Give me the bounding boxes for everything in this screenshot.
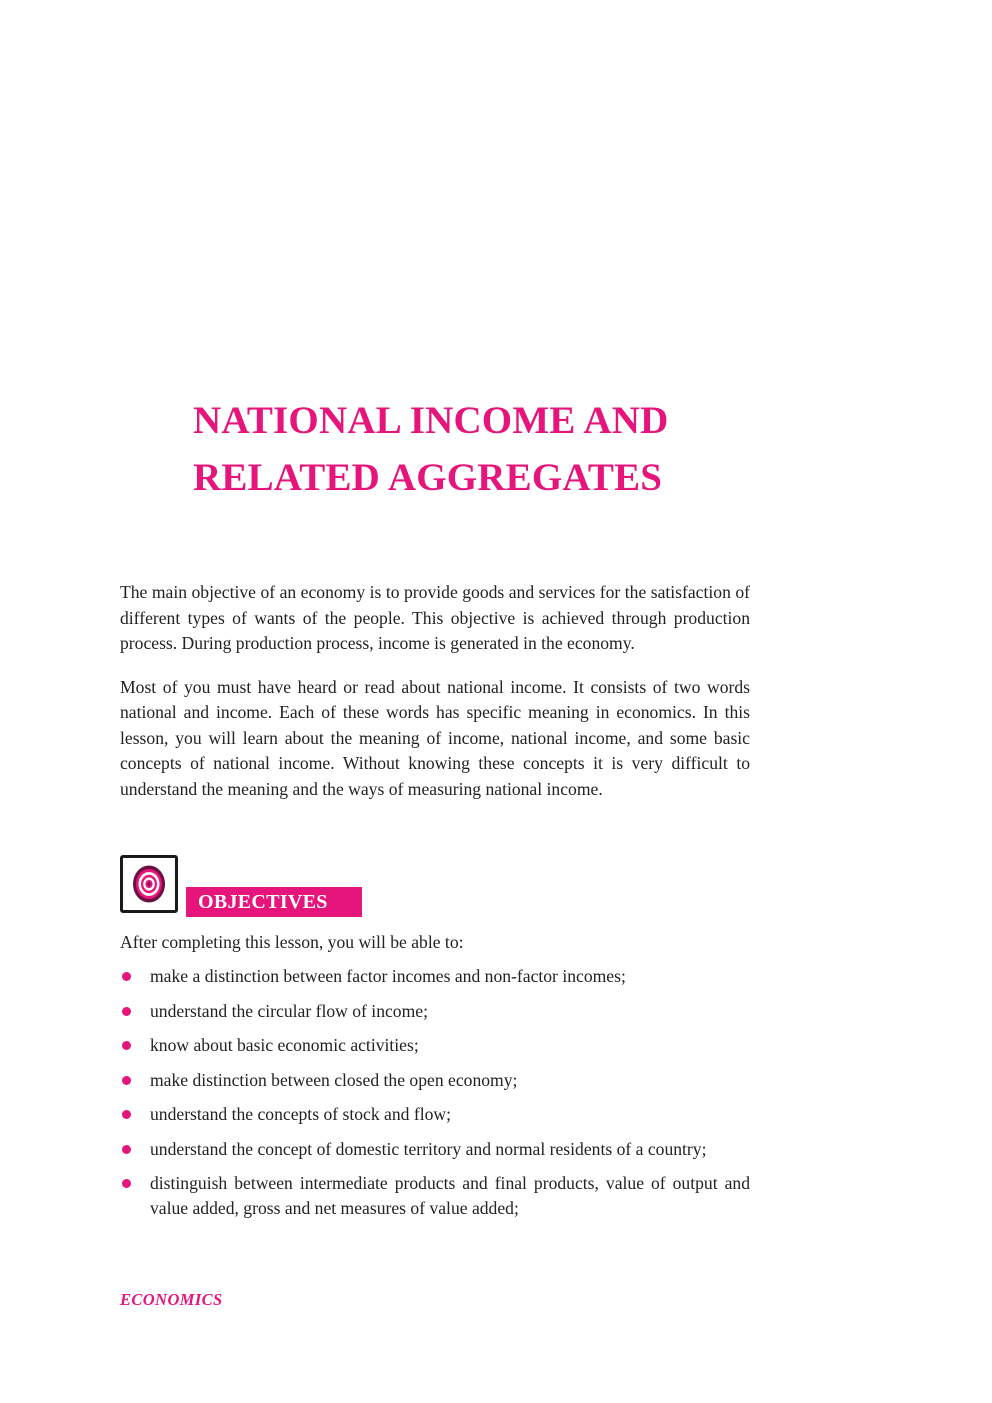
- objectives-list: [120, 964, 750, 1231]
- bullet-icon: [122, 1145, 131, 1154]
- objective-item: [120, 964, 750, 989]
- intro-paragraph-2: Most of you must have heard or read about national income. It consists of two words national and income. Each of these words has specific meaning in economics. In this lesson, you will learn about the meaning of income, national income, and some basic concepts of national income. Without knowing these concepts it is very difficult to understand the meaning and the ways of measuring national income.: [120, 676, 750, 799]
- objective-item: [120, 1033, 750, 1058]
- objective-item: [120, 1171, 750, 1221]
- objective-item: [120, 1068, 750, 1093]
- bullet-icon: [122, 972, 131, 981]
- title-line-1: NATIONAL INCOME AND: [193, 399, 669, 442]
- bullet-icon: [122, 1007, 131, 1016]
- target-icon-graphic: [131, 864, 167, 904]
- objective-text: make distinction between closed the open economy;: [150, 1069, 518, 1090]
- objective-text: distinguish between intermediate products and final products, value of output and value added, gross and net measures of value added;: [150, 1173, 750, 1218]
- objective-text: make a distinction between factor incomes and non-factor incomes;: [150, 966, 626, 986]
- objective-item: [120, 1137, 750, 1162]
- footer-subject-label: ECONOMICS: [120, 1290, 223, 1309]
- objective-text: understand the concepts of stock and flow;: [150, 1104, 451, 1124]
- bullet-icon: [122, 1041, 131, 1050]
- objective-text: understand the concept of domestic territory and normal residents of a country;: [150, 1138, 707, 1159]
- objective-item: [120, 999, 750, 1024]
- intro-section: [120, 580, 750, 820]
- objective-text: know about basic economic activities;: [150, 1035, 419, 1055]
- bullet-icon: [122, 1110, 131, 1119]
- page-title: [193, 392, 793, 506]
- bullet-icon: [122, 1179, 131, 1188]
- objective-text: understand the circular flow of income;: [150, 1000, 428, 1021]
- intro-paragraph-1: The main objective of an economy is to provide goods and services for the satisfaction of different types of wants of the people. This objective is achieved through production process. During production process, income is generated in the economy.: [120, 582, 750, 653]
- bullet-icon: [122, 1076, 131, 1085]
- objective-item: [120, 1102, 750, 1127]
- target-icon: [120, 855, 178, 913]
- objectives-heading: OBJECTIVES: [186, 887, 362, 917]
- objectives-intro: After completing this lesson, you will be able to:: [120, 932, 464, 952]
- title-line-2: RELATED AGGREGATES: [193, 456, 663, 499]
